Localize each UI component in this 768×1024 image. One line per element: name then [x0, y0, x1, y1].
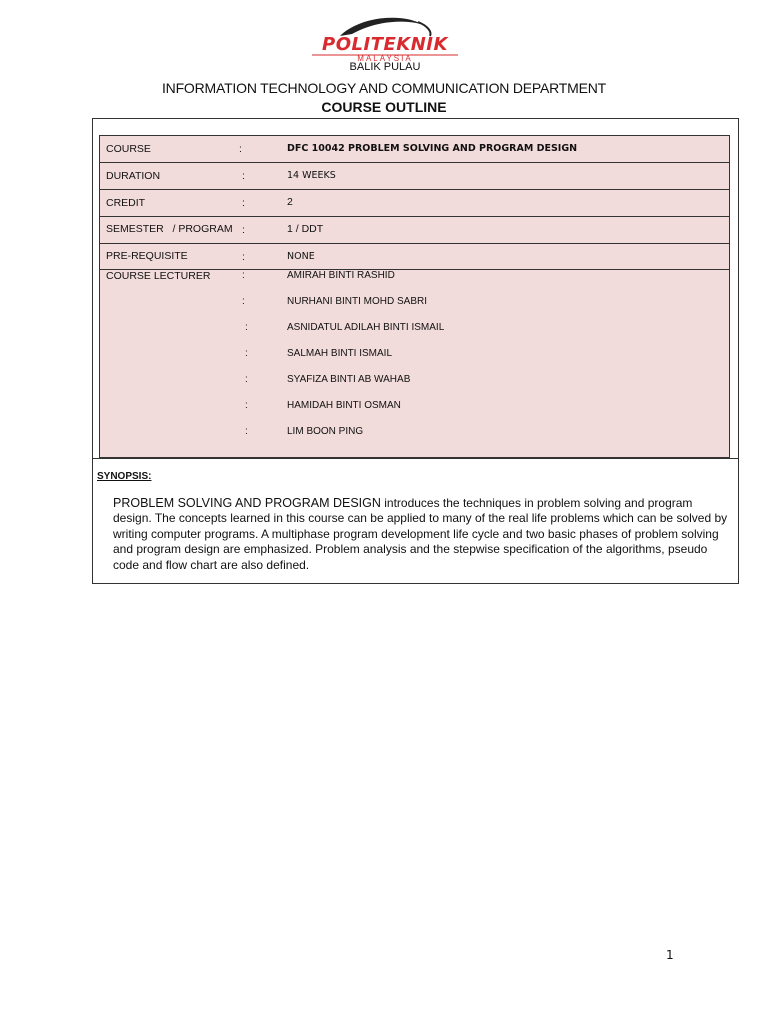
synopsis-lead: PROBLEM SOLVING AND PROGRAM DESIGN [113, 496, 381, 510]
lecturer-colon: : [245, 322, 248, 333]
course-info-table [99, 135, 730, 458]
lecturer-colon: : [245, 426, 248, 437]
synopsis-paragraph [113, 496, 728, 573]
lecturer-name: SALMAH BINTI ISMAIL [287, 348, 393, 359]
synopsis-body: introduces the techniques in problem solving and program design. The concepts learned in this course can be applied to many of the real life problems which can be solved by writing computer programs. A multiphase program development life cycle and two basic phases of problem solving and program design are emphasized. Problem analysis and the stepwise specification of the algorithms, pseudo code and flow chart are also defined. [113, 496, 728, 572]
row-semester [100, 217, 729, 244]
lecturer-name: SYAFIZA BINTI AB WAHAB [287, 374, 411, 385]
lecturer-name: NURHANI BINTI MOHD SABRI [287, 296, 428, 307]
course-colon: : [239, 143, 242, 155]
page-title: COURSE OUTLINE [321, 99, 447, 115]
lecturer-colon: : [242, 296, 245, 307]
logo-wordmark: POLITEKNIK [322, 34, 448, 55]
duration-label: DURATION [106, 170, 161, 182]
page-number: 1 [666, 948, 674, 962]
credit-value: 2 [287, 196, 293, 208]
row-course [100, 136, 729, 163]
semester-label: SEMESTER / PROGRAM [106, 223, 233, 235]
lecturer-colon: : [245, 374, 248, 385]
lecturer-name: LIM BOON PING [287, 426, 364, 437]
prerequisite-colon: : [242, 251, 245, 263]
semester-value: 1 / DDT [287, 223, 324, 235]
credit-colon: : [242, 197, 245, 209]
prerequisite-label: PRE-REQUISITE [106, 250, 188, 262]
logo-campus: BALIK PULAU [349, 61, 421, 73]
semester-colon: : [242, 224, 245, 236]
lecturer-colon: : [245, 348, 248, 359]
lecturer-name: HAMIDAH BINTI OSMAN [287, 400, 401, 411]
row-credit [100, 190, 729, 217]
course-value: DFC 10042 PROBLEM SOLVING AND PROGRAM DESIGN [287, 143, 578, 154]
lecturer-label: COURSE LECTURER [106, 270, 211, 282]
lecturer-name: ASNIDATUL ADILAH BINTI ISMAIL [287, 322, 445, 333]
prerequisite-value: NONE [287, 251, 315, 262]
credit-label: CREDIT [106, 197, 146, 209]
synopsis-divider [92, 458, 739, 459]
duration-colon: : [242, 170, 245, 182]
row-lecturers [100, 270, 729, 457]
lecturer-colon: : [242, 270, 245, 281]
duration-value: 14 WEEKS [287, 170, 336, 181]
logo-country: MALAYSIA [357, 54, 413, 63]
lecturer-colon: : [245, 400, 248, 411]
course-label: COURSE [106, 143, 151, 155]
department-heading: INFORMATION TECHNOLOGY AND COMMUNICATION DEPARTMENT [161, 80, 607, 96]
politeknik-logo [300, 14, 470, 74]
synopsis-heading: SYNOPSIS: [97, 471, 152, 482]
lecturer-name: AMIRAH BINTI RASHID [287, 270, 395, 281]
row-duration [100, 163, 729, 190]
row-prerequisite [100, 244, 729, 270]
